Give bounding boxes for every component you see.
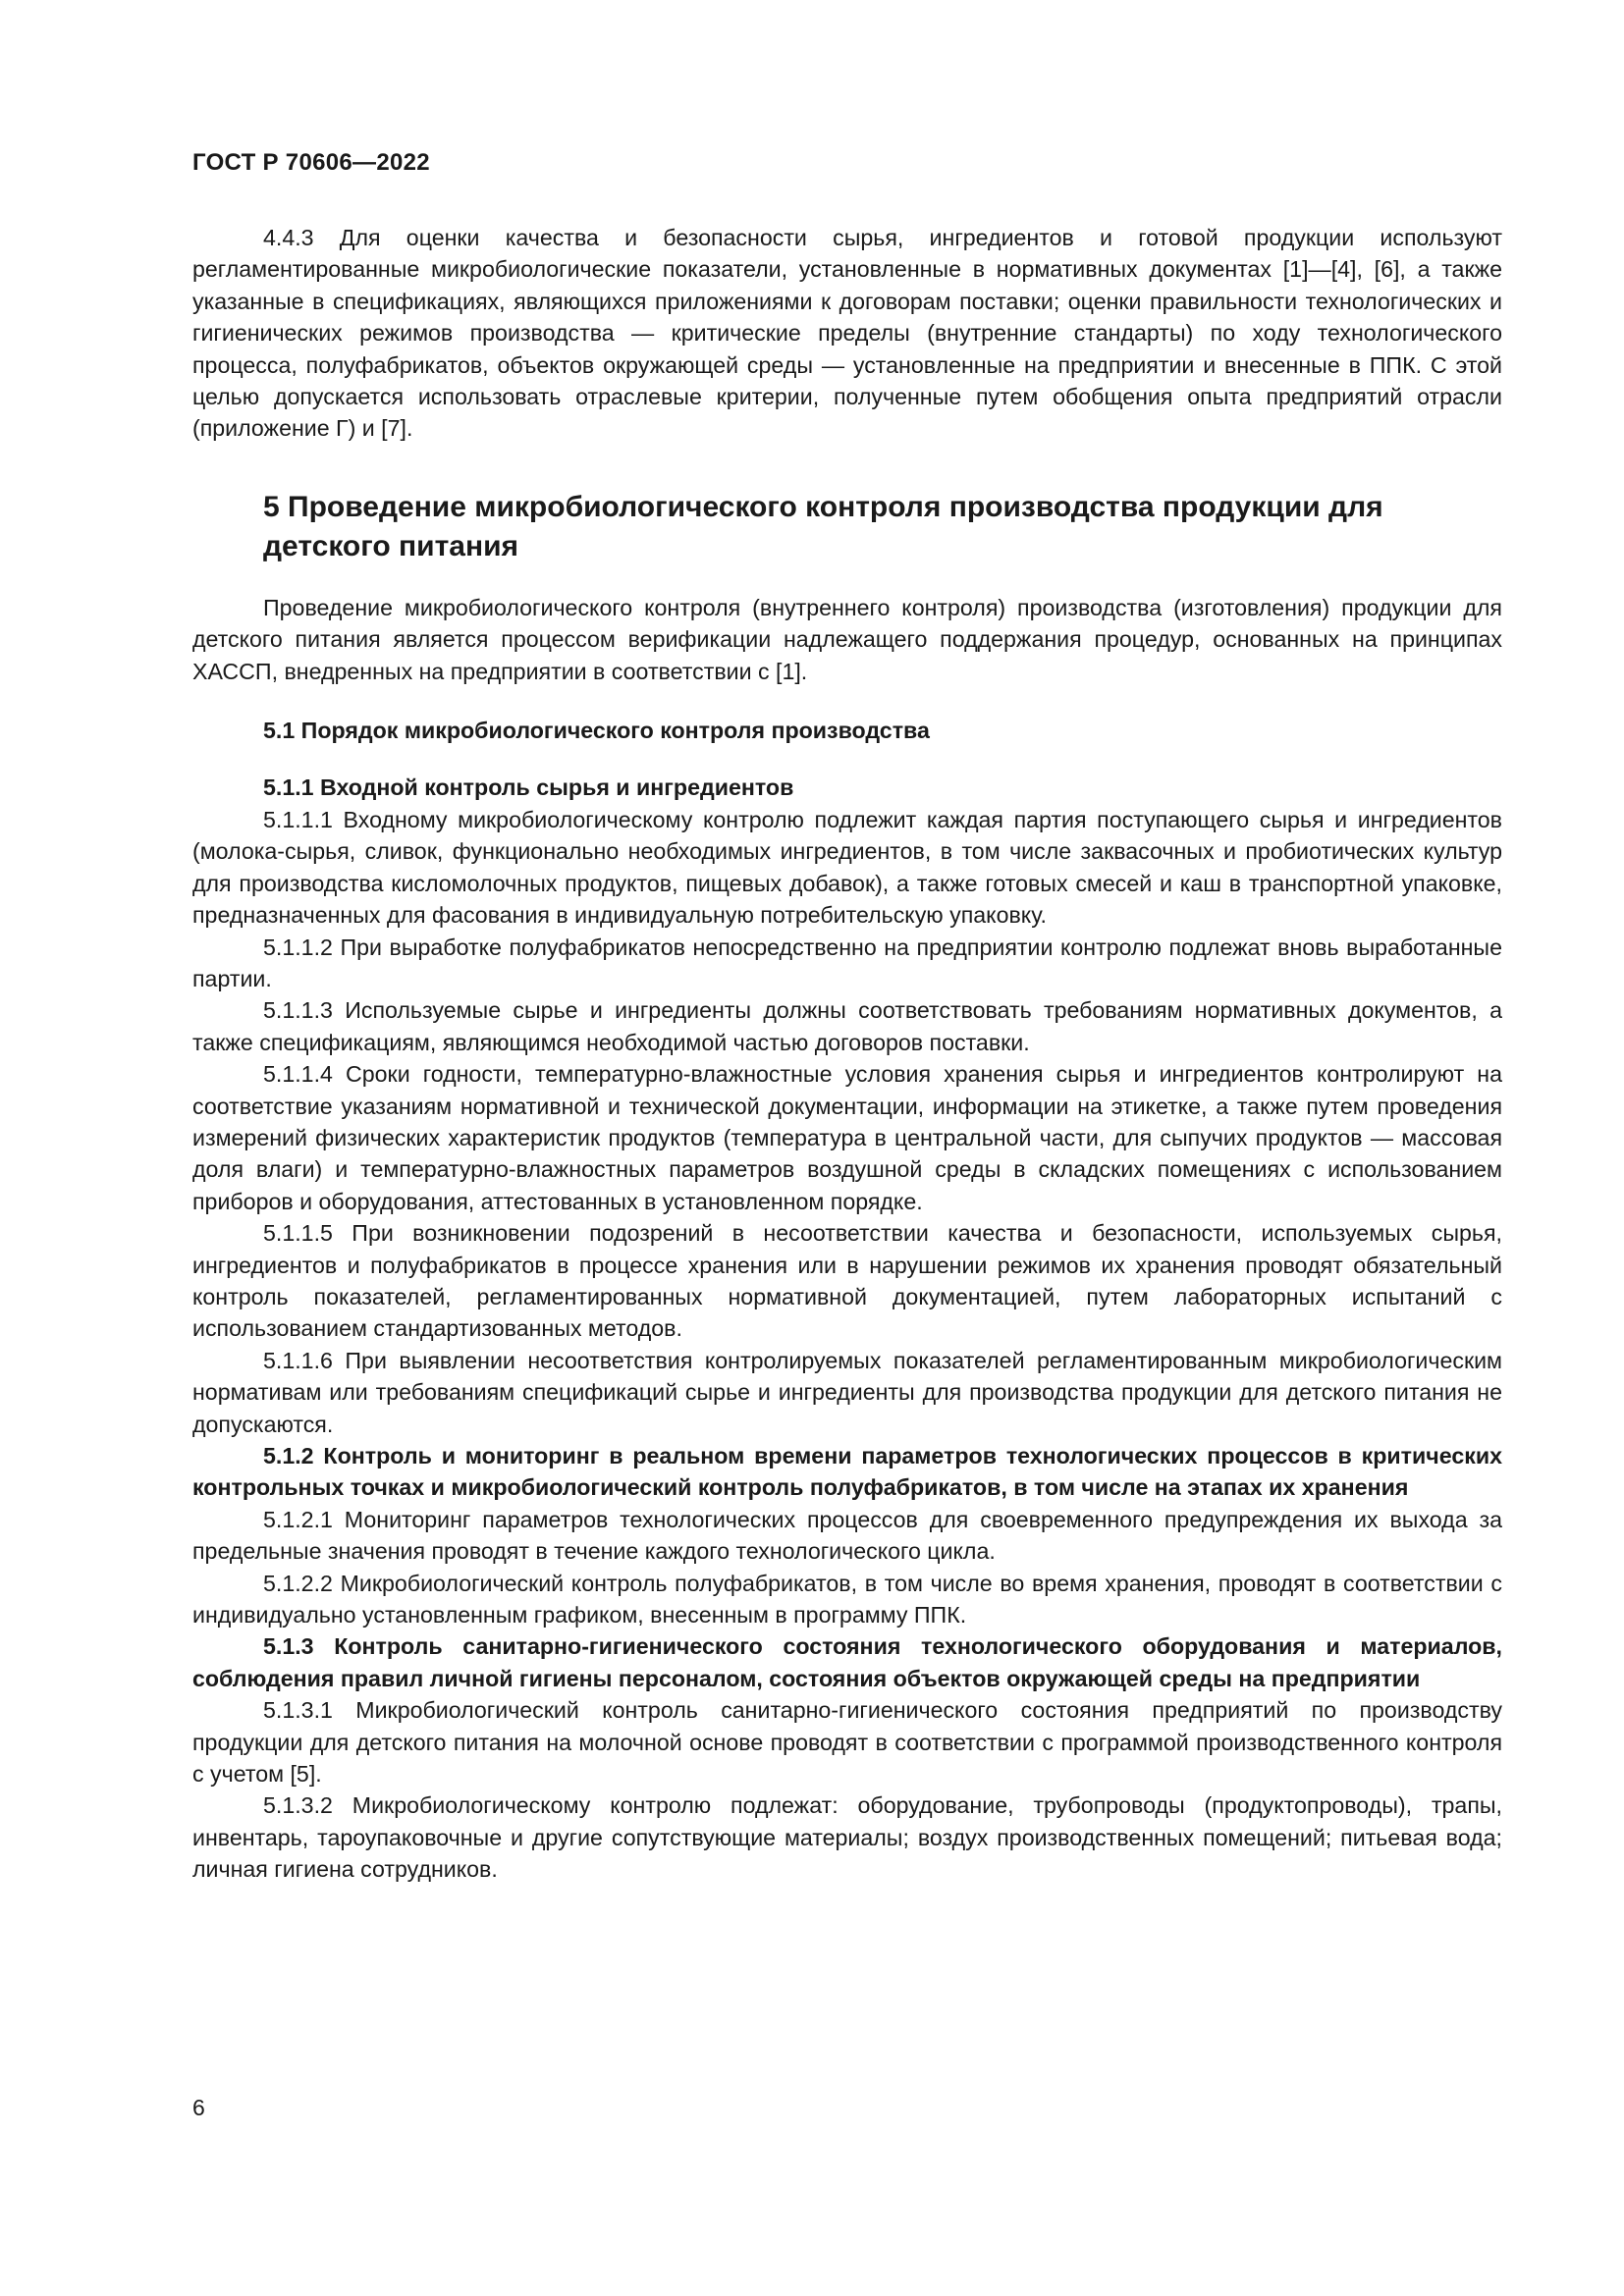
paragraph-5-1-3-2: 5.1.3.2 Микробиологическому контролю подлежат: оборудование, трубопроводы (продуктопроводы), трапы, инвентарь, тароупаковочные и другие сопутствующие материалы; воздух производственных помещений; питьевая вода; личная гигиена сотрудников. [192, 1792, 1502, 1883]
document-body [192, 222, 1502, 1886]
paragraph-5-1-2-1: 5.1.2.1 Мониторинг параметров технологических процессов для своевременного предупреждения их выхода за предельные значения проводят в течение каждого технологического цикла. [192, 1506, 1502, 1565]
document-header: ГОСТ Р 70606—2022 [192, 149, 430, 176]
paragraph-5-1-1-1: 5.1.1.1 Входному микробиологическому контролю подлежит каждая партия поступающего сырья и ингредиентов (молока-сырья, сливок, функционально необходимых ингредиентов, в том числе заквасочных и пробиотических культур для производства кисломолочных продуктов, пищевых добавок), а также готовых смесей и каш в транспортной упаковке, предназначенных для фасования в индивидуальную потребительскую упаковку. [192, 806, 1502, 929]
section-heading-5-1: 5.1 Порядок микробиологического контроля производства [263, 718, 930, 744]
paragraph-5-1-1-2: 5.1.1.2 При выработке полуфабрикатов непосредственно на предприятии контролю подлежат вновь выработанные партии. [192, 934, 1502, 991]
paragraph-5-1-1-3: 5.1.1.3 Используемые сырье и ингредиенты должны соответствовать требованиям нормативных документов, а также спецификациям, являющимся необходимой частью договоров поставки. [192, 997, 1502, 1055]
section-heading-5: 5 Проведение микробиологического контроля производства продукции для детского питания [263, 490, 1383, 562]
section-heading-5-1-3: 5.1.3 Контроль санитарно-гигиенического состояния технологического оборудования и материалов, соблюдения правил личной гигиены персоналом, состояния объектов окружающей среды на предприятии [192, 1633, 1502, 1691]
paragraph-5-intro: Проведение микробиологического контроля (внутреннего контроля) производства (изготовления) продукции для детского питания является процессом верификации надлежащего поддержания процедур, основанных на принципах ХАССП, внедренных на предприятии в соответствии с [1]. [192, 594, 1502, 684]
paragraph-5-1-1-4: 5.1.1.4 Сроки годности, температурно-влажностные условия хранения сырья и ингредиентов контролируют на соответствие указаниям нормативной и технической документации, информации на этикетке, а также путем проведения измерений физических характеристик продуктов (температура в центральной части, для сыпучих продуктов — массовая доля влаги) и температурно-влажностных параметров воздушной среды в складских помещениях с использованием приборов и оборудования, аттестованных в установленном порядке. [192, 1061, 1502, 1214]
paragraph-4-4-3: 4.4.3 Для оценки качества и безопасности сырья, ингредиентов и готовой продукции используют регламентированные микробиологические показатели, установленные в нормативных документах [1]—[4], [6], а также указанные в спецификациях, являющихся приложениями к договорам поставки; оценки правильности технологических и гигиенических режимов производства — критические пределы (внутренние стандарты) по ходу технологического процесса, полуфабрикатов, объектов окружающей среды — установленные на предприятии и внесенные в ППК. С этой целью допускается использовать отраслевые критерии, полученные путем обобщения опыта предприятий отрасли (приложение Г) и [7]. [192, 225, 1502, 442]
paragraph-5-1-3-1: 5.1.3.1 Микробиологический контроль санитарно-гигиенического состояния предприятий по производству продукции для детского питания на молочной основе проводят в соответствии с программой производственного контроля с учетом [5]. [192, 1697, 1502, 1788]
paragraph-5-1-1-6: 5.1.1.6 При выявлении несоответствия контролируемых показателей регламентированным микробиологическим нормативам или требованиям спецификаций сырье и ингредиенты для производства продукции для детского питания не допускаются. [192, 1347, 1502, 1437]
page-number: 6 [192, 2095, 205, 2120]
section-heading-5-1-2: 5.1.2 Контроль и мониторинг в реальном времени параметров технологических процессов в критических контрольных точках и микробиологический контроль полуфабрикатов, в том числе на этапах их хранения [192, 1443, 1502, 1501]
paragraph-5-1-1-5: 5.1.1.5 При возникновении подозрений в несоответствии качества и безопасности, используемых сырья, ингредиентов и полуфабрикатов в процессе хранения или в нарушении режимов их хранения проводят обязательный контроль показателей, регламентированных нормативной документацией, путем лабораторных испытаний с использованием стандартизованных методов. [192, 1220, 1502, 1342]
paragraph-5-1-2-2: 5.1.2.2 Микробиологический контроль полуфабрикатов, в том числе во время хранения, проводят в соответствии с индивидуально установленным графиком, внесенным в программу ППК. [192, 1570, 1502, 1629]
section-heading-5-1-1: 5.1.1 Входной контроль сырья и ингредиентов [263, 774, 794, 801]
